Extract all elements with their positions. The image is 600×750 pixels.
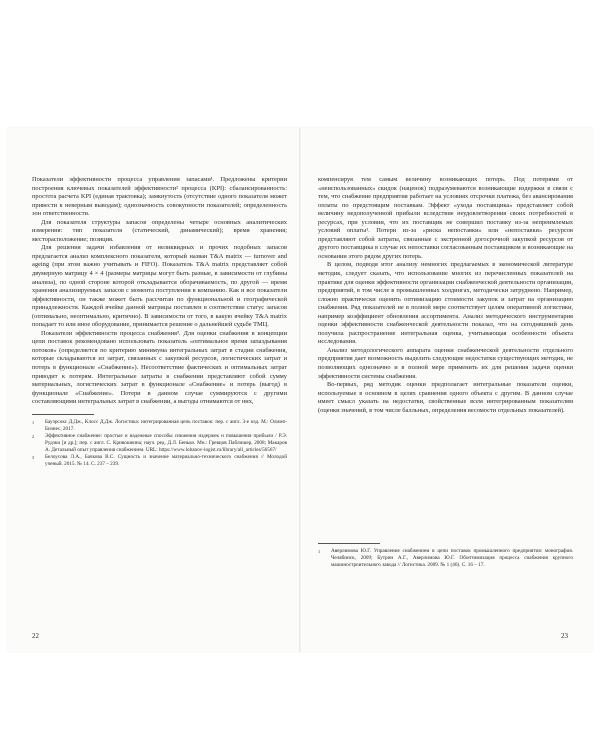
paragraph: Во-первых, ряд методик оценки предполагает интегральные показатели оценки, используемые в основном в целях сравнения одного объекта с другим. В данном случае имеет смысл указать на недостатки, свойственные всем интегрированным показателям (оценки значений, в том числе балльных, определения весомости отдельных показателей). bbox=[318, 381, 573, 414]
footnote-text: Белоусова Л.А., Бачкова В.С. Сущность и значение материально-технического снабжения // Молодой ученый. 2015. № 14. С. 237 – 239. bbox=[45, 454, 287, 468]
footnote-mark: 3 bbox=[32, 455, 35, 461]
paragraph: Для решения задачи избавления от неликвидных и прочих подобных запасов предлагается анализ комплексного показателя, который назван T&A matrix — turnover and ageing (при этом важно учитывать и FIFO). Показатель T&A matrix представляет собой двумерную матрицу 4 × 4 (размеры матрицы могут быть разные, в зависимости от глубины анализа), по одной стороне которой откладывается оборачиваемость, по другой — время хранения анализируемых запасов с момента поступления в компанию. Как и все показатели эффективности, он также может быть рассчитан по функциональной и географической принадлежности. Каждой ячейке данной матрицы поставлен в соответствие статус запасов (оптимально, неоптимально, критично). В зависимости от того, в какую ячейку T&A matrix попадает то или иное оборудование, принимается решение о дальнейшей судьбе ТМЦ. bbox=[32, 244, 287, 329]
footnote-text: Бауэрсокс Д.Дж., Клосс Д.Дж. Логистика: интегрированная цепь поставок: пер. с англ. 3-е изд. М.: Олимп-Бизнес, 2017. bbox=[45, 418, 287, 432]
footnote-mark: 2 bbox=[32, 433, 35, 439]
footnote bbox=[32, 433, 287, 454]
footnote-text: Эффективное снабжение: простые и надежные способы снижения издержек и повышения прибыли / Р.Э. Рудзки [и др.]; пер. с англ. С. Кривошеина; науч. ред. Д.Л. Бенько. Мн.: Гревцов Паблишер, 2008; Макаров А. Детальный опыт управления снабжением. URL: https://www.lobanov-logist.ru/library/all_articles/56567/ bbox=[45, 432, 287, 454]
paragraph: Для показателя структуры запасов определены четыре основных аналитических измерения: тип показателя (статический, динамический); время хранения; месторасположение; позиция. bbox=[32, 218, 287, 243]
paragraph: В целом, подводя итог анализу немногих предлагаемых в экономической литературе методик, следует сказать, что использование многих из перечисленных показателей на практике для оценки эффективности организации снабженческой деятельности организации, предприятий, в том числе в промышленных холдингах, методически затруднено. Например, сложно практически оценить оптимизацию стоимости закупок и затрат на организацию снабжения. Ряд показателей не в полной мере соответствует целям оперативной логистики, например коэффициент обновления ассортимента. Анализ методического инструментария оценки эффективности снабженческой деятельности показал, что на сегодняшний день получила распространение интегральная оценка, учитывающая особенности объекта исследования. bbox=[318, 261, 573, 346]
page-number-right: 23 bbox=[561, 632, 568, 640]
footnote-mark: 1 bbox=[32, 419, 35, 425]
paragraph: Анализ методологического аппарата оценки снабженческой деятельности отдельного предприятия дает возможность выделить следующие недостатки существующих методик, не позволяющих однозначно и в полной мере применить их для решения задачи оценки эффективности системы снабжения. bbox=[318, 346, 573, 380]
right-page-body bbox=[318, 176, 573, 415]
page-number-left: 22 bbox=[32, 632, 39, 640]
book-gutter bbox=[299, 128, 301, 652]
paragraph: компенсируя тем самым величину возникающих потерь. Под потерями от «неиспользованных» скидок (наценок) подразумеваются возникающие издержки в связи с тем, что снабжение предприятия работает на условиях отсрочки платежа, без авансирования оплаты по предстоящим поставкам. Эффект «ухода поставщика» представляет собой величину недополученной прибыли вследствие неудовлетворения своих потребностей в ресурсах, при условии, что их поставщик не совершил поставку из-за непреимлемых условий оплаты¹. Потери из-за «риска непоставки» или «непоставки» ресурсов представляют собой затраты, связанные с экстренной догосрочной закупкой ресурсов от другого поставщика в случае их непоставки согласованным поставщиком и возникающие на основании этого рядом других потерь. bbox=[318, 176, 573, 260]
footnote bbox=[318, 548, 573, 569]
left-footnotes bbox=[32, 419, 287, 469]
paragraph: Показатели эффективности процесса управления запасами¹. Предложены критерии построения ключевых показателей эффективности² процесса (KPI): сбалансированность: простота расчета KPI (единая трактовка); замкнутость (отсутствие одного показателя может привести к неверным выводам); однозначность совокупности показателей; определенность зон ответственности. bbox=[32, 176, 287, 218]
footnote bbox=[32, 454, 287, 468]
footnote-divider bbox=[32, 414, 94, 415]
footnote bbox=[32, 419, 287, 433]
paragraph: Показатели эффективности процесса снабжения³. Для оценки снабжения в концепции цепи поставок рекомендовано использовать показатель «оптимальное время запаздывания потоков» (определяется по критерию минимума интегральных затрат в стадии снабжения, которые складываются из затрат, связанных с закупкой ресурсов, логистических затрат и потерь в функционале «Снабжение»). Несоответствие фактических и оптимальных затрат приводит к потерям. Интегральные затраты в снабжении представляют собой сумму материальных, логистических затрат в функционале «Снабжение» и потерь (выгод) в функционале «Снабжение». Потери в данном случае суммируются с другими составляющими интегральных затрат в снабжении, а выгоды отнимаются от них, bbox=[32, 329, 287, 406]
right-footnotes bbox=[318, 548, 573, 569]
left-page bbox=[32, 176, 287, 468]
footnote-mark: 1 bbox=[318, 549, 321, 554]
left-page-body bbox=[32, 176, 287, 407]
footnote-divider bbox=[318, 543, 380, 544]
right-page bbox=[318, 176, 573, 415]
footnote-text: Аверлимова Ю.Г. Управление снабжением в цепи поставок промышленного предприятия: монография. Челябинск, 2009; Бутрин А.Г., Аверлимова Ю.Г. Обоптимизация процесса снабжения крупного машиностроительного завода // Логистика. 2009. № 1 (46). С. 16 – 17. bbox=[331, 548, 573, 569]
right-footnotes-block bbox=[318, 536, 573, 569]
